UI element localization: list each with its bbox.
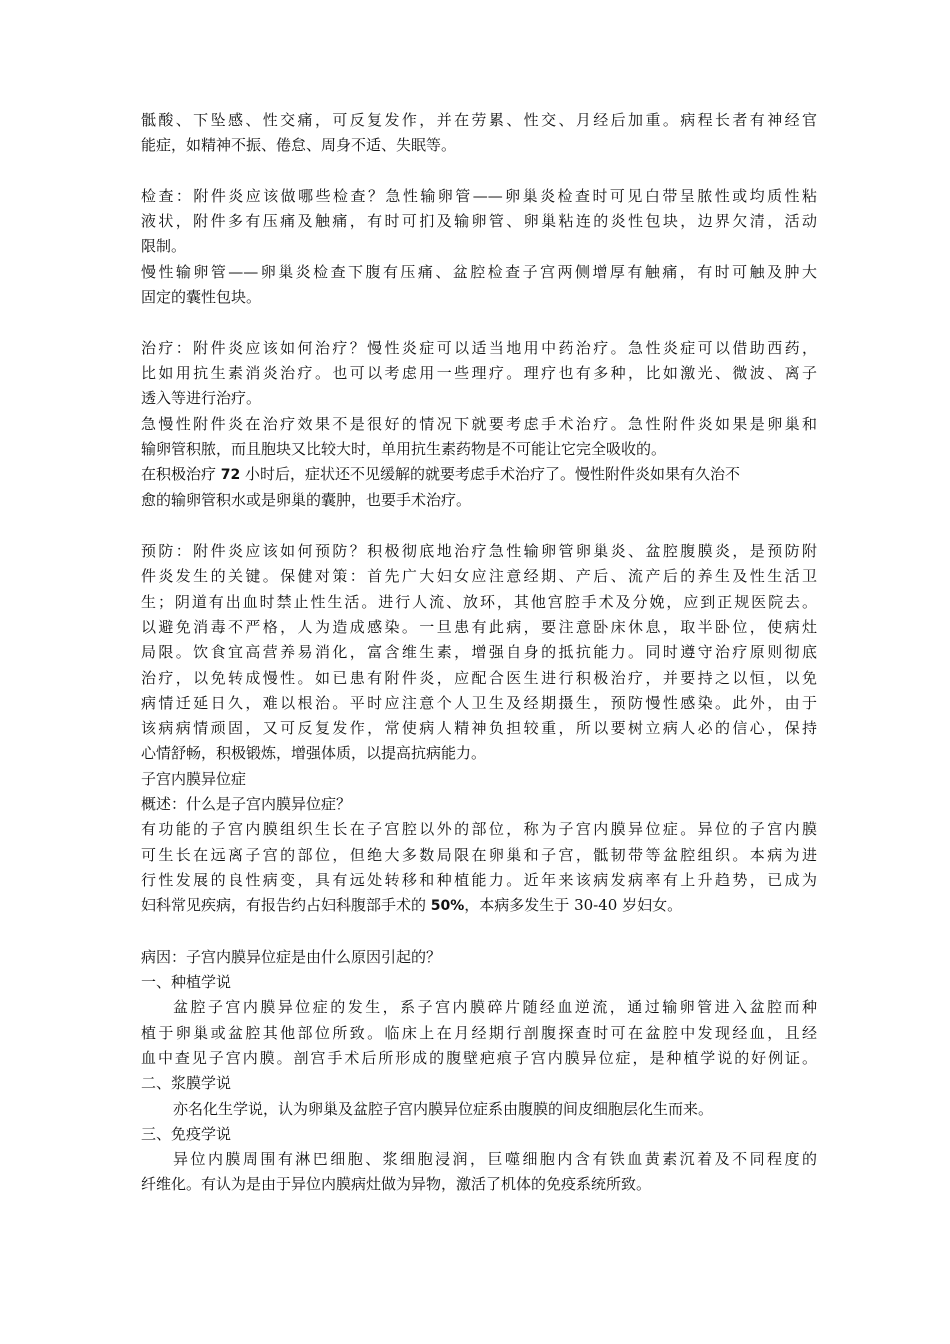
text-line: 限制。 (141, 237, 187, 256)
text-line: 慢性输卵管——卵巢炎检查下腹有压痛、盆腔检查子宫两侧增厚有触痛，有时可触及肿大 (141, 262, 817, 281)
subsection-title: 二、浆膜学说 (141, 1074, 232, 1093)
text-line: 透入等进行治疗。 (141, 389, 262, 408)
text-line (141, 893, 817, 919)
number-72: 72 (220, 467, 241, 484)
text-line: 治疗，以免转成慢性。如已患有附件炎，应配合医生进行积极治疗，并要持之以恒，以免 (141, 668, 817, 687)
text-line: 骶酸、下坠感、性交痛，可反复发作，并在劳累、性交、月经后加重。病程长者有神经官 (141, 111, 817, 129)
text-segment: ，本病多发生于 30-40 岁妇女。 (464, 896, 683, 915)
text-line: 有功能的子宫内膜组织生长在子宫腔以外的部位，称为子宫内膜异位症。异位的子宫内膜 (141, 820, 817, 839)
text-segment: 小时后，症状还不见缓解的就要考虑手术治疗了。慢性附件炎如果有久治不 (240, 465, 741, 484)
text-line: 行性发展的良性病变，具有远处转移和种植能力。近年来该病发病率有上升趋势，已成为 (141, 870, 817, 889)
text-line: 输卵管积脓，而且胞块又比较大时，单用抗生素药物是不可能让它完全吸收的。 (141, 439, 667, 458)
subsection-title: 三、免疫学说 (141, 1124, 232, 1143)
text-line: 血中查见子宫内膜。剖宫手术后所形成的腹壁疤痕子宫内膜异位症，是种植学说的好例证。 (141, 1048, 817, 1067)
text-line: 盆腔子宫内膜异位症的发生，系子宫内膜碎片随经血逆流，通过输卵管进入盆腔而种 (173, 998, 817, 1017)
blank-line (141, 159, 817, 184)
text-line: 比如用抗生素消炎治疗。也可以考虑用一些理疗。理疗也有多种，比如激光、微波、离子 (141, 363, 817, 382)
text-line (141, 462, 817, 488)
text-segment: 妇科常见疾病，有报告约占妇科腹部手术的 (141, 896, 431, 915)
text-line: 异位内膜周围有淋巴细胞、浆细胞浸润，巨噬细胞内含有铁血黄素沉着及不同程度的 (173, 1150, 817, 1169)
text-line: 能症，如精神不振、倦怠、周身不适、失眠等。 (141, 136, 457, 155)
text-line: 病情迁延日久，难以根治。平时应注意个人卫生及经期摄生，预防慢性感染。此外，由于 (141, 693, 817, 712)
text-line: 该病病情顽固，又可反复发作，常使病人精神负担较重，所以要树立病人必的信心，保持 (141, 719, 817, 738)
text-line: 病因：子宫内膜异位症是由什么原因引起的？ (141, 947, 442, 966)
text-line: 可生长在远离子宫的部位，但绝大多数局限在卵巢和子宫，骶韧带等盆腔组织。本病为进 (141, 845, 817, 864)
text-line: 液状，附件多有压痛及触痛，有时可扪及输卵管、卵巢粘连的炎性包块，边界欠清，活动 (141, 212, 817, 231)
section-heading: 子宫内膜异位症 (141, 769, 247, 788)
text-line: 局限。饮食宜高营养易消化，富含维生素，增强自身的抵抗能力。同时遵守治疗原则彻底 (141, 643, 817, 662)
blank-line (141, 310, 817, 335)
text-line: 以避免消毒不严格，人为造成感染。一旦患有此病，要注意卧床休息，取半卧位，使病灶 (141, 617, 817, 636)
blank-line (141, 514, 817, 539)
number-50-percent: 50% (430, 898, 465, 915)
text-line: 心情舒畅，积极锻炼，增强体质，以提高抗病能力。 (141, 744, 487, 763)
text-line: 亦名化生学说，认为卵巢及盆腔子宫内膜异位症系由腹膜的间皮细胞层化生而来。 (173, 1099, 714, 1118)
text-line: 概述：什么是子宫内膜异位症？ (141, 795, 352, 814)
text-line: 急慢性附件炎在治疗效果不是很好的情况下就要考虑手术治疗。急性附件炎如果是卵巢和 (141, 414, 817, 433)
text-segment: 在积极治疗 (141, 465, 221, 484)
text-line: 治疗：附件炎应该如何治疗？慢性炎症可以适当地用中药治疗。急性炎症可以借助西药， (141, 338, 817, 357)
blank-line (141, 920, 817, 945)
text-line: 检查：附件炎应该做哪些检查？急性输卵管——卵巢炎检查时可见白带呈脓性或均质性粘 (141, 186, 817, 205)
text-line: 生；阴道有出血时禁止性生活。进行人流、放环，其他宫腔手术及分娩，应到正规医院去。 (141, 592, 817, 611)
text-line: 植于卵巢或盆腔其他部位所致。临床上在月经期行剖腹探查时可在盆腔中发现经血，且经 (141, 1023, 817, 1042)
text-line: 预防：附件炎应该如何预防？积极彻底地治疗急性输卵管卵巢炎、盆腔腹膜炎，是预防附 (141, 542, 817, 561)
subsection-title: 一、种植学说 (141, 973, 232, 992)
document-body (141, 108, 817, 1198)
text-line: 纤维化。有认为是由于异位内膜病灶做为异物，激活了机体的免疫系统所致。 (141, 1175, 652, 1194)
text-line: 件炎发生的关键。保健对策：首先广大妇女应注意经期、产后、流产后的养生及性生活卫 (141, 567, 817, 586)
text-line: 固定的囊性包块。 (141, 288, 262, 307)
text-line: 愈的输卵管积水或是卵巢的囊肿，也要手术治疗。 (141, 491, 472, 510)
